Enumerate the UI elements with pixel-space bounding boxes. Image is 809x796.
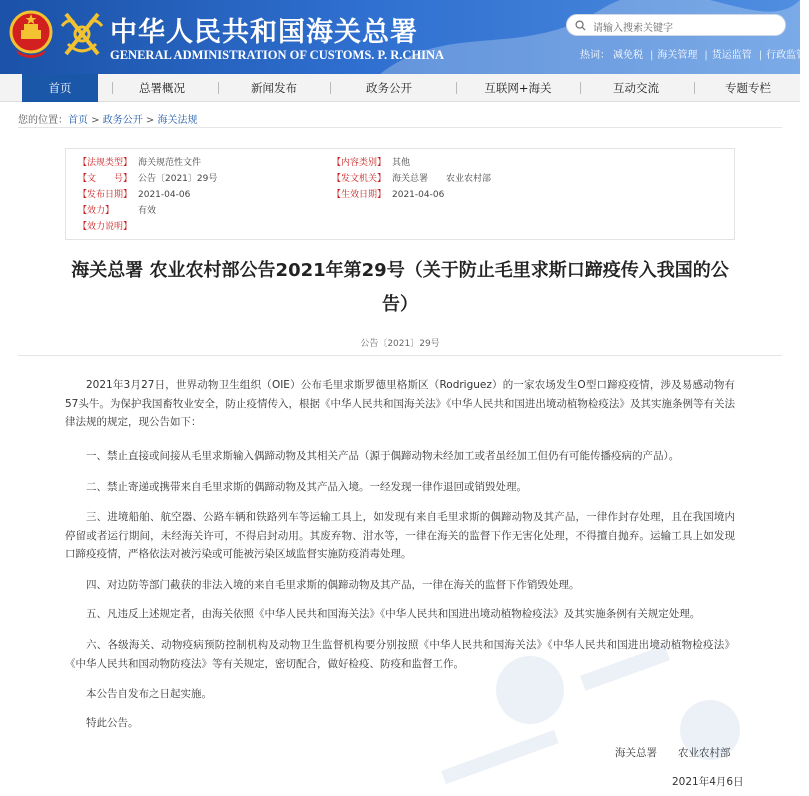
search-icon[interactable] [575,20,586,31]
regulation-info-box [65,148,735,240]
customs-emblem-icon [58,8,106,60]
site-title-en: GENERAL ADMINISTRATION OF CUSTOMS. P. R.CHINA [110,48,445,62]
breadcrumb-sep: > [88,115,103,126]
paragraph: 特此公告。 [86,717,139,729]
divider [18,355,782,356]
hot-keyword-link[interactable]: 货运监管 [711,50,752,61]
paragraph: 六、各级海关、动物疫病预防控制机构及动物卫生监督机构要分别按照《中华人民共和国海关法》《中华人民共和国进出境动植物检疫法》《中华人民共和国动物防疫法》等有关规定，密切配合，做好检疫、防疫和监督工作。 [65,639,735,670]
nav-item-news[interactable]: 新闻发布 [251,81,297,95]
paragraph: 本公告自发布之日起实施。 [86,688,212,700]
paragraph: 五、凡违反上述规定者，由海关依照《中华人民共和国海关法》《中华人民共和国进出境动植物检疫法》及其实施条例有关规定处理。 [86,608,701,620]
info-validity-note: 【效力说明】 [78,222,133,232]
info-validity: 【效力】 有效 [78,206,157,216]
sign-date: 2021年4月6日 [672,776,744,788]
paragraph: 三、进境船舶、航空器、公路车辆和铁路列车等运输工具上，如发现有来自毛里求斯的偶蹄动物及其产品，一律作封存处理，且在我国境内停留或者运行期间，未经海关许可，不得启封动用。其废弃物、泔水等，一律在海关的监督下作无害化处理，不得擅自抛弃。运输工具上如发现口蹄疫疫情，严格依法对被污染或可能被污染区域监督实施防疫消毒处理。 [65,511,735,560]
national-emblem-icon [8,8,54,60]
signers: 海关总署 农业农村部 [615,747,731,759]
hot-keyword-link[interactable]: 减免税 [613,50,643,61]
search-input[interactable]: 请输入搜索关键字 [593,23,673,34]
hot-keywords: 热词： 减免税 | 海关管理 | 货运监管 | 行政监管 [580,50,807,61]
hot-keyword-link[interactable]: 海关管理 [657,50,698,61]
nav-item-overview[interactable]: 总署概况 [139,81,185,95]
search-box[interactable] [566,14,786,36]
paragraph: 二、禁止寄递或携带来自毛里求斯的偶蹄动物及其产品入境。一经发现一律作退回或销毁处理。 [86,481,527,493]
main-nav [0,74,800,102]
nav-item-home[interactable]: 首页 [22,74,98,102]
hot-keywords-label: 热词： [580,50,610,61]
divider [18,127,782,128]
document-title: 海关总署 农业农村部公告2021年第29号（关于防止毛里求斯口蹄疫传入我国的公告） [71,260,729,315]
breadcrumb-regulations[interactable]: 海关法规 [157,115,198,126]
site-header [0,0,807,74]
site-title-cn: 中华人民共和国海关总署 [110,17,418,48]
info-content-type: 【内容类别】 其他 [332,158,411,168]
info-issue-date: 【发布日期】 2021-04-06 [78,190,191,200]
nav-item-internet-plus[interactable]: 互联网+海关 [484,81,552,95]
info-doc-number: 【文 号】 公告〔2021〕29号 [78,174,218,184]
document-number: 公告〔2021〕29号 [360,339,440,349]
breadcrumb-home[interactable]: 首页 [68,115,88,126]
paragraph: 四、对边防等部门截获的非法入境的来自毛里求斯的偶蹄动物及其产品，一律在海关的监督下作销毁处理。 [86,579,580,591]
hot-keyword-link[interactable]: 行政监管 [766,50,807,61]
breadcrumb-gov-affairs[interactable]: 政务公开 [102,115,143,126]
info-issuer: 【发文机关】 海关总署 农业农村部 [332,174,492,184]
info-law-type: 【法规类型】 海关规范性文件 [78,158,202,168]
nav-item-topics[interactable]: 专题专栏 [725,81,771,95]
breadcrumb [18,111,198,126]
paragraph: 一、禁止直接或间接从毛里求斯输入偶蹄动物及其相关产品（源于偶蹄动物未经加工或者虽经加工但仍有可能传播疫病的产品）。 [86,450,680,462]
paragraph: 2021年3月27日，世界动物卫生组织（OIE）公布毛里求斯罗德里格斯区（Rodriguez）的一家农场发生O型口蹄疫疫情，涉及易感动物有57头牛。为保护我国畜牧业安全，防止疫情传入，根据《中华人民共和国海关法》《中华人民共和国进出境动植物检疫法》及其实施条例等有关法律法规的规定，现公告如下： [65,379,735,428]
breadcrumb-sep: > [142,115,158,126]
info-effective-date: 【生效日期】 2021-04-06 [332,190,445,200]
breadcrumb-prefix: 您的位置： [18,115,68,126]
nav-item-gov-affairs[interactable]: 政务公开 [366,81,412,95]
nav-item-interaction[interactable]: 互动交流 [613,81,659,95]
